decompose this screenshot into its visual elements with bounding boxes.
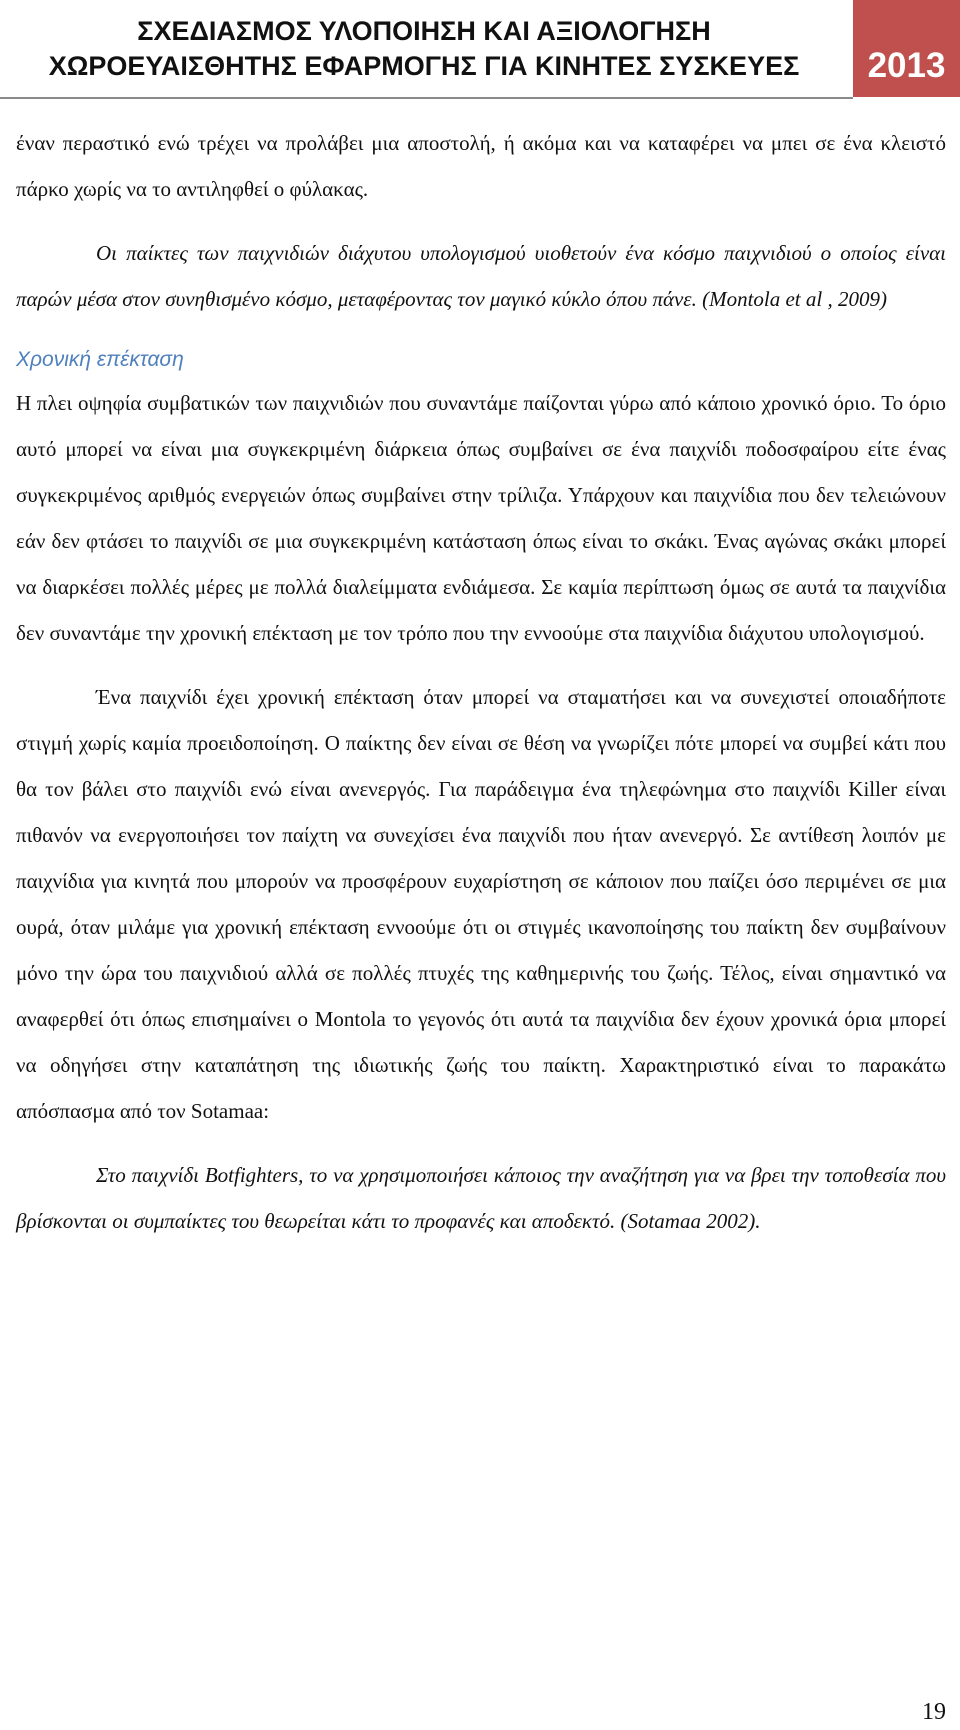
page-body <box>16 120 946 1244</box>
paragraph-1: έναν περαστικό ενώ τρέχει να προλάβει μια αποστολή, ή ακόμα και να καταφέρει να μπει σε ένα κλειστό πάρκο χωρίς να το αντιληφθεί ο φύλακας. <box>16 131 946 201</box>
section-heading: Χρονική επέκταση <box>16 348 184 371</box>
paragraph-5-quote: Στο παιχνίδι Botfighters, το να χρησιμοποιήσει κάποιος την αναζήτηση για να βρει την τοποθεσία που βρίσκονται οι συμπαίκτες του θεωρείται κάτι το προφανές και αποδεκτό. (Sotamaa 2002). <box>16 1163 946 1233</box>
header-year-badge: 2013 <box>853 0 960 97</box>
header-title-line-2: ΧΩΡΟΕΥΑΙΣΘΗΤΗΣ ΕΦΑΡΜΟΓΗΣ ΓΙΑ ΚΙΝΗΤΕΣ ΣΥΣΚΕΥΕΣ <box>48 51 800 81</box>
header-title-line-1: ΣΧΕΔΙΑΣΜΟΣ ΥΛΟΠΟΙΗΣΗ ΚΑΙ ΑΞΙΟΛΟΓΗΣΗ <box>137 16 711 46</box>
page-header <box>0 0 960 100</box>
paragraph-3: Η πλει οψηφία συμβατικών των παιχνιδιών που συναντάμε παίζονται γύρω από κάποιο χρονικό όριο. Το όριο αυτό μπορεί να είναι μια συγκεκριμένη διάρκεια όπως συμβαίνει σε ένα παιχνίδι ποδοσφαίρου είτε ένας συγκεκριμένος αριθμός ενεργειών όπως συμβαίνει στην τρίλιζα. Υπάρχουν και παιχνίδια που δεν τελειώνουν εάν δεν φτάσει το παιχνίδι σε μια συγκεκριμένη κατάσταση όπως είναι το σκάκι. Ένας αγώνας σκάκι μπορεί να διαρκέσει πολλές μέρες με πολλά διαλείμματα ενδιάμεσα. Σε καμία περίπτωση όμως σε αυτά τα παιχνίδια δεν συναντάμε την χρονική επέκταση με τον τρόπο που την εννοούμε στα παιχνίδια διάχυτου υπολογισμού. <box>16 391 946 645</box>
paragraph-2-italic: Οι παίκτες των παιχνιδιών διάχυτου υπολογισμού υιοθετούν ένα κόσμο παιχνιδιού ο οποίος είναι παρών μέσα στον συνηθισμένο κόσμο, μεταφέροντας τον μαγικό κύκλο όπου πάνε. (Montola et al , 2009) <box>16 241 946 311</box>
header-divider <box>0 97 853 99</box>
paragraph-4: Ένα παιχνίδι έχει χρονική επέκταση όταν μπορεί να σταματήσει και να συνεχιστεί οποιαδήποτε στιγμή χωρίς καμία προειδοποίηση. Ο παίκτης δεν είναι σε θέση να γνωρίζει πότε μπορεί να συμβεί κάτι που θα τον βάλει στο παιχνίδι ενώ είναι ανενεργός. Για παράδειγμα ένα τηλεφώνημα στο παιχνίδι Killer είναι πιθανόν να ενεργοποιήσει τον παίχτη να συνεχίσει ένα παιχνίδι που ήταν ανενεργό. Σε αντίθεση λοιπόν με παιχνίδια για κινητά που μπορούν να προσφέρουν ευχαρίστηση σε κάποιον που παίζει όσο περιμένει σε μια ουρά, όταν μιλάμε για χρονική επέκταση εννοούμε ότι οι στιγμές ικανοποίησης του παίκτη δεν συμβαίνουν μόνο την ώρα του παιχνιδιού αλλά σε πολλές πτυχές της καθημερινής του ζωής. Τέλος, είναι σημαντικό να αναφερθεί ότι όπως επισημαίνει ο Montola το γεγονός ότι αυτά τα παιχνίδια δεν έχουν χρονικά όρια μπορεί να οδηγήσει στην καταπάτηση της ιδιωτικής ζωής του παίκτη. Χαρακτηριστικό είναι το παρακάτω απόσπασμα από τον Sotamaa: <box>16 685 946 1123</box>
page-number: 19 <box>922 1699 946 1725</box>
header-title <box>14 14 834 84</box>
